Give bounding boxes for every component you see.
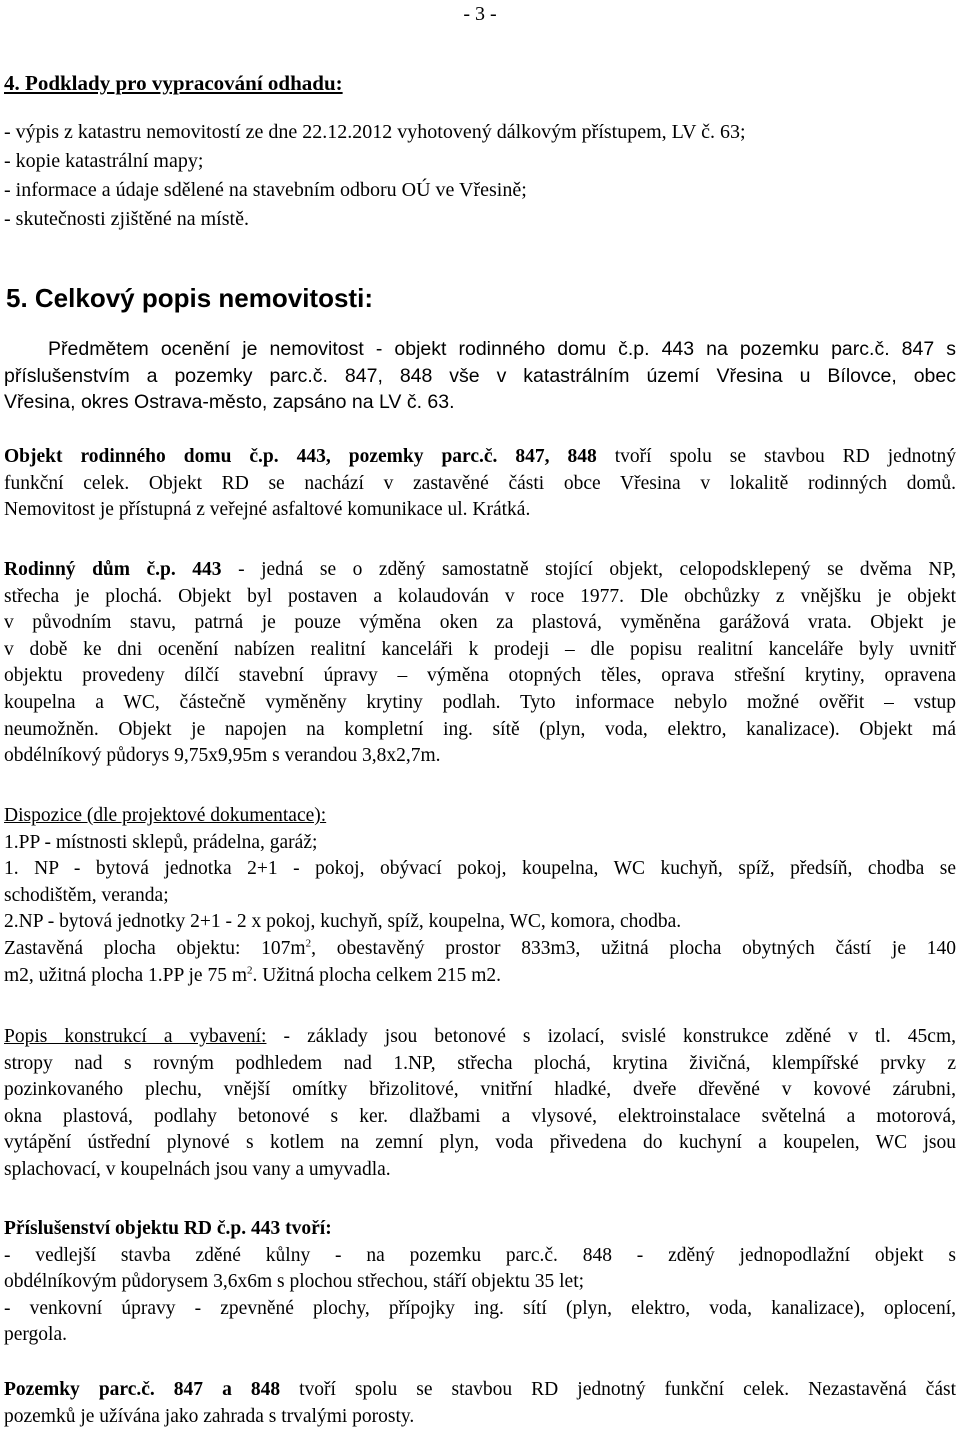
paragraph-line: 2.NP - bytová jednotky 2+1 - 2 x pokoj, kuchyň, spíž, koupelna, WC, komora, chodba. xyxy=(4,911,682,933)
pozemky-bold-label: Pozemky parc.č. 847 a 848 xyxy=(4,1379,281,1400)
paragraph-text: tvoří spolu se stavbou RD jednotný funkční celek. Nezastavěná část xyxy=(280,1379,956,1400)
dispozice-section xyxy=(4,803,956,989)
objekt-bold-label: Objekt rodinného domu č.p. 443, pozemky parc.č. 847, 848 xyxy=(4,446,597,467)
prislusenstvi-section xyxy=(4,1216,956,1349)
paragraph-line: pergola. xyxy=(4,1324,67,1346)
paragraph-line xyxy=(4,1024,956,1051)
paragraph-line: 1. NP - bytová jednotka 2+1 - pokoj, obývací pokoj, koupelna, WC kuchyň, spíž, předsíň, chodba se xyxy=(4,858,956,880)
paragraph-text: tvoří spolu se stavbou RD jednotný xyxy=(596,446,956,467)
paragraph-line: schodištěm, veranda; xyxy=(4,884,169,906)
paragraph-line: - vedlejší stavba zděné kůlny - na pozemku parc.č. 848 - zděný jednopodlažní objekt s xyxy=(4,1244,956,1266)
paragraph-line: pozinkovaného plechu, vnější omítky břizolitové, vnitřní hladké, dveře dřevěné v kovové zárubni, xyxy=(4,1079,956,1101)
paragraph-text: Zastavěná plocha objektu: 107m xyxy=(4,937,306,959)
intro-paragraph xyxy=(4,336,956,416)
paragraph-line: koupelna a WC, částečně vyměněny krytiny podlah. Tyto informace nebylo možné ověřit – vstup xyxy=(4,691,956,713)
rd-bold-label: Rodinný dům č.p. 443 xyxy=(4,559,222,580)
list-item: - kopie katastrální mapy; xyxy=(4,150,204,172)
paragraph-text: - jedná se o zděný samostatně stojící objekt, celopodsklepený se dvěma NP, xyxy=(221,559,957,580)
konstrukce-paragraph xyxy=(4,1024,956,1184)
pozemky-paragraph xyxy=(4,1377,956,1430)
paragraph-text: - základy jsou betonové s izolací, svislé konstrukce zděné v tl. 45cm, xyxy=(266,1026,956,1047)
paragraph-line: v době ke dni ocenění nabízen realitní kanceláři k prodeji – dle popisu realitní kanceláře byly uvnitř xyxy=(4,638,956,660)
list-item: - výpis z katastru nemovitostí ze dne 22.12.2012 vyhotovený dálkovým přístupem, LV č. 63; xyxy=(4,121,746,143)
superscript: 2 xyxy=(247,964,253,977)
rodinny-dum-paragraph xyxy=(4,557,956,770)
paragraph-line xyxy=(4,936,956,963)
paragraph-text: , obestavěný prostor 833m3, užitná plocha obytných částí je 140 xyxy=(311,937,957,959)
superscript: 2 xyxy=(305,937,312,950)
paragraph-line: neumožněn. Objekt je napojen na kompletní ing. sítě (plyn, voda, elektro, kanalizace). Objekt má xyxy=(4,718,956,740)
paragraph-line: splachovací, v koupelnách jsou vany a umyvadla. xyxy=(4,1158,391,1180)
paragraph-line: funkční celek. Objekt RD se nachází v zastavěné části obce Vřesina v lokalitě rodinných domů. xyxy=(4,472,956,494)
paragraph-line: Předmětem ocenění je nemovitost - objekt rodinného domu č.p. 443 na pozemku parc.č. 847 s xyxy=(48,338,956,360)
paragraph-line xyxy=(4,963,956,990)
paragraph-line: příslušenstvím a pozemky parc.č. 847, 848 vše v katastrálním území Vřesina u Bílovce, obec xyxy=(4,364,956,387)
paragraph-text: m2, užitná plocha 1.PP je 75 m xyxy=(4,964,247,986)
paragraph-line: pozemků je užívána jako zahrada s trvalými porosty. xyxy=(4,1405,415,1427)
paragraph-text: . Užitná plocha celkem 215 m2. xyxy=(252,964,502,986)
paragraph-line xyxy=(4,444,956,471)
section-4-list xyxy=(4,118,956,234)
paragraph-line xyxy=(4,557,956,584)
paragraph-line: vytápění ústřední plynové s kotlem na zemní plyn, voda přivedena do kuchyní a koupelen, WC jsou xyxy=(4,1132,956,1154)
paragraph-line: obdélníkovým půdorysem 3,6x6m s plochou střechou, stáří objektu 35 let; xyxy=(4,1271,585,1293)
paragraph-line: obdélníkový půdorys 9,75x9,95m s verandou 3,8x2,7m. xyxy=(4,745,441,767)
list-item: - skutečnosti zjištěné na místě. xyxy=(4,208,249,230)
paragraph-line: okna plastová, podlahy betonové s ker. dlažbami a vlysové, elektroinstalace světelná a motorová, xyxy=(4,1105,956,1127)
paragraph-line: - venkovní úpravy - zpevněné plochy, přípojky ing. sítí (plyn, elektro, voda, kanalizace), oplocení, xyxy=(4,1297,956,1319)
section-5-heading: 5. Celkový popis nemovitosti: xyxy=(6,283,373,313)
paragraph-line: Nemovitost je přístupná z veřejné asfaltové komunikace ul. Krátká. xyxy=(4,499,531,521)
prislusenstvi-heading-text: Příslušenství objektu RD č.p. 443 tvoří: xyxy=(4,1218,332,1239)
page-number: - 3 - xyxy=(463,3,497,25)
konstrukce-heading: Popis konstrukcí a vybavení: xyxy=(4,1026,267,1047)
paragraph-line: objektu provedeny dílčí stavební úpravy – výměna otopných těles, oprava střešní krytiny, opravena xyxy=(4,665,956,687)
objekt-paragraph xyxy=(4,444,956,524)
paragraph-line: v původním stavu, patrná je pouze výměna oken za plastová, vyměněna garážová vrata. Objekt je xyxy=(4,612,956,634)
dispozice-heading: Dispozice (dle projektové dokumentace): xyxy=(4,805,327,826)
prislusenstvi-heading xyxy=(4,1216,956,1243)
paragraph-line: 1.PP - místnosti sklepů, prádelna, garáž; xyxy=(4,831,318,853)
paragraph-line: střecha je plochá. Objekt byl postaven a kolaudován v roce 1977. Dle obchůzky z vnějšku je objekt xyxy=(4,585,956,607)
section-4-heading: 4. Podklady pro vypracování odhadu: xyxy=(4,71,343,95)
paragraph-line: Vřesina, okres Ostrava-město, zapsáno na LV č. 63. xyxy=(4,391,455,414)
list-item: - informace a údaje sdělené na stavebním odboru OÚ ve Vřesině; xyxy=(4,179,527,201)
paragraph-line xyxy=(4,1377,956,1404)
paragraph-line: stropy nad s rovným podhledem nad 1.NP, střecha plochá, krytina živičná, klempířské prvky z xyxy=(4,1052,956,1074)
